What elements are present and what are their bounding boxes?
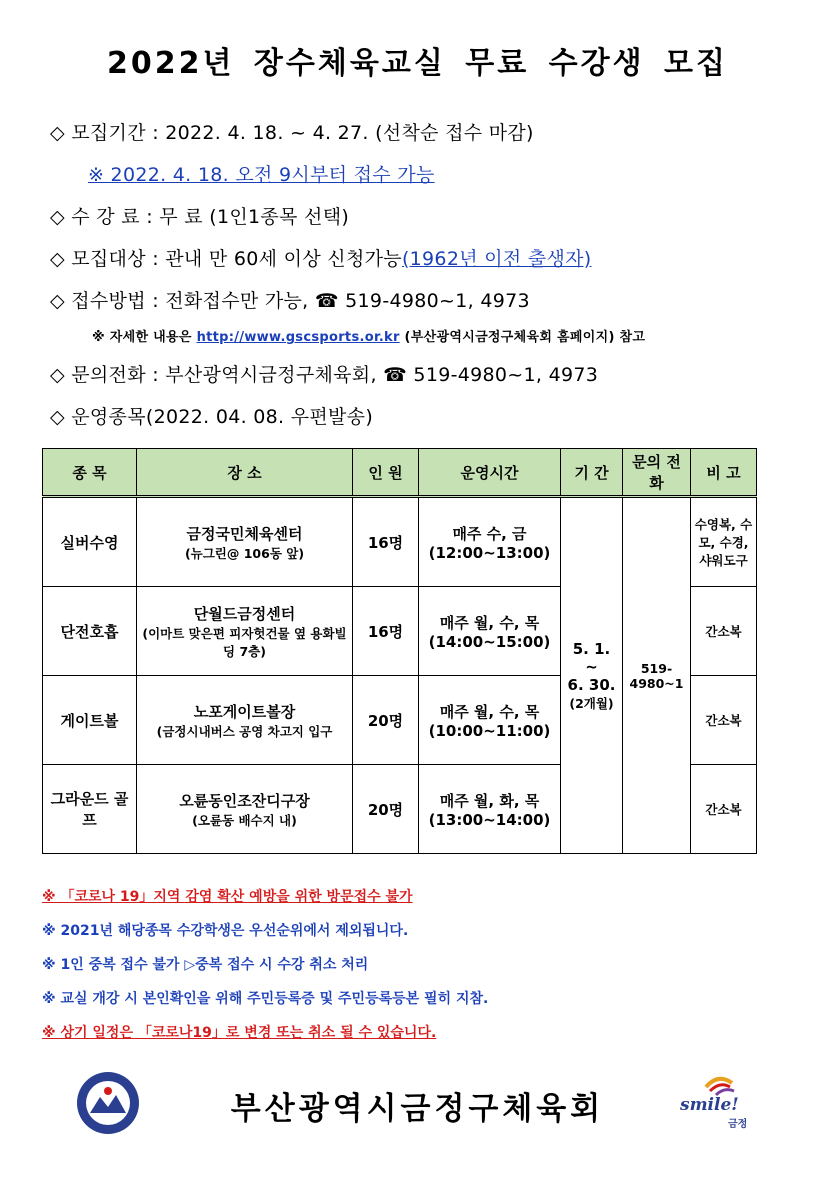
notice-duplicate: ※ 1인 중복 접수 불가 ▷중복 접수 시 수강 취소 처리 — [42, 957, 369, 973]
time: (13:00~14:00) — [428, 810, 551, 829]
footer-org-name: 부산광역시금정구체육회 — [230, 1091, 605, 1127]
detail-suffix: (부산광역시금정구체육회 홈페이지) 참고 — [404, 330, 646, 345]
programs-heading: ◇ 운영종목(2022. 04. 08. 우편발송) — [50, 406, 374, 428]
period-months: (2개월) — [569, 695, 614, 711]
period-tilde: ~ — [585, 657, 598, 676]
table-header-row — [43, 449, 757, 497]
time: (10:00~11:00) — [428, 721, 551, 740]
sport-cell: 단전호흡 — [43, 587, 137, 676]
smile-sub: 금정 — [728, 1119, 748, 1130]
time-cell — [419, 765, 561, 854]
time-cell — [419, 676, 561, 765]
count-cell: 20명 — [353, 765, 419, 854]
sport-cell: 게이트볼 — [43, 676, 137, 765]
detail-info — [92, 326, 645, 345]
notice-covid-visit: ※ 「코로나 19」지역 감염 확산 예방을 위한 방문접수 불가 — [42, 889, 413, 905]
place-sub: (이마트 맞은편 피자헛건물 옆 용화빌딩 7층) — [142, 625, 347, 659]
note-cell: 간소복 — [691, 587, 757, 676]
header-place: 장 소 — [137, 449, 353, 497]
time-cell — [419, 587, 561, 676]
note-cell: 간소복 — [691, 676, 757, 765]
phone-line1: 519- — [640, 660, 673, 676]
smile-text: smile! — [680, 1095, 739, 1115]
place-cell — [137, 676, 353, 765]
sport-cell: 실버수영 — [43, 497, 137, 587]
time: (12:00~13:00) — [428, 543, 551, 562]
place-name: 단월드금정센터 — [193, 604, 296, 623]
contact-phone: ◇ 문의전화 : 부산광역시금정구체육회, ☎ 519-4980~1, 4973 — [50, 364, 599, 386]
note-cell: 간소복 — [691, 765, 757, 854]
count-cell: 20명 — [353, 676, 419, 765]
place-cell — [137, 587, 353, 676]
notice-schedule-change: ※ 상기 일정은 「코로나19」로 변경 또는 취소 될 수 있습니다. — [42, 1025, 437, 1041]
place-name: 노포게이트볼장 — [193, 702, 296, 721]
days: 매주 월, 화, 목 — [439, 791, 540, 810]
header-period: 기 간 — [561, 449, 623, 497]
recruit-target — [50, 244, 592, 271]
time: (14:00~15:00) — [428, 632, 551, 651]
place-sub: (금정시내버스 공영 차고지 입구 — [156, 723, 333, 739]
time-cell — [419, 497, 561, 587]
header-phone: 문의 전화 — [623, 449, 691, 497]
days: 매주 수, 금 — [452, 524, 527, 543]
period-cell — [561, 497, 623, 854]
header-time: 운영시간 — [419, 449, 561, 497]
detail-prefix: ※ 자세한 내용은 — [92, 330, 192, 345]
phone-cell — [623, 497, 691, 854]
place-name: 오륜동인조잔디구장 — [179, 791, 310, 810]
recruit-period-note: ※ 2022. 4. 18. 오전 9시부터 접수 가능 — [88, 164, 435, 186]
table-row — [43, 497, 757, 587]
phone-line2: 4980~1 — [629, 675, 684, 691]
smile-geumjeong-logo — [676, 1073, 756, 1133]
recruit-target-birth: (1962년 이전 출생자) — [401, 248, 592, 270]
header-sport: 종 목 — [43, 449, 137, 497]
website-link[interactable]: http://www.gscsports.or.kr — [196, 330, 400, 345]
note-cell: 수영복, 수모, 수경, 샤워도구 — [691, 497, 757, 587]
place-name: 금정국민체육센터 — [186, 524, 303, 543]
notice-priority: ※ 2021년 해당종목 수강학생은 우선순위에서 제외됩니다. — [42, 923, 409, 939]
days: 매주 월, 수, 목 — [439, 613, 540, 632]
schedule-table — [42, 448, 757, 854]
apply-method: ◇ 접수방법 : 전화접수만 가능, ☎ 519-4980~1, 4973 — [50, 290, 530, 312]
recruit-period: ◇ 모집기간 : 2022. 4. 18. ~ 4. 27. (선착순 접수 마감) — [50, 122, 534, 144]
count-cell: 16명 — [353, 587, 419, 676]
tuition-fee: ◇ 수 강 료 : 무 료 (1인1종목 선택) — [50, 206, 350, 228]
place-cell — [137, 765, 353, 854]
notice-id-check: ※ 교실 개강 시 본인확인을 위해 주민등록증 및 주민등록등본 필히 지참. — [42, 991, 489, 1007]
recruit-target-text: ◇ 모집대상 : 관내 만 60세 이상 신청가능 — [50, 248, 402, 270]
place-sub: (오륜동 배수지 내) — [192, 812, 297, 828]
count-cell: 16명 — [353, 497, 419, 587]
period-end: 6. 30. — [567, 675, 616, 694]
period-start: 5. 1. — [572, 639, 611, 658]
header-note: 비 고 — [691, 449, 757, 497]
page-title: 2022년 장수체육교실 무료 수강생 모집 — [107, 46, 728, 81]
header-count: 인 원 — [353, 449, 419, 497]
sport-cell: 그라운드 골 프 — [43, 765, 137, 854]
days: 매주 월, 수, 목 — [439, 702, 540, 721]
place-sub: (뉴그린@ 106동 앞) — [184, 545, 305, 561]
place-cell — [137, 497, 353, 587]
